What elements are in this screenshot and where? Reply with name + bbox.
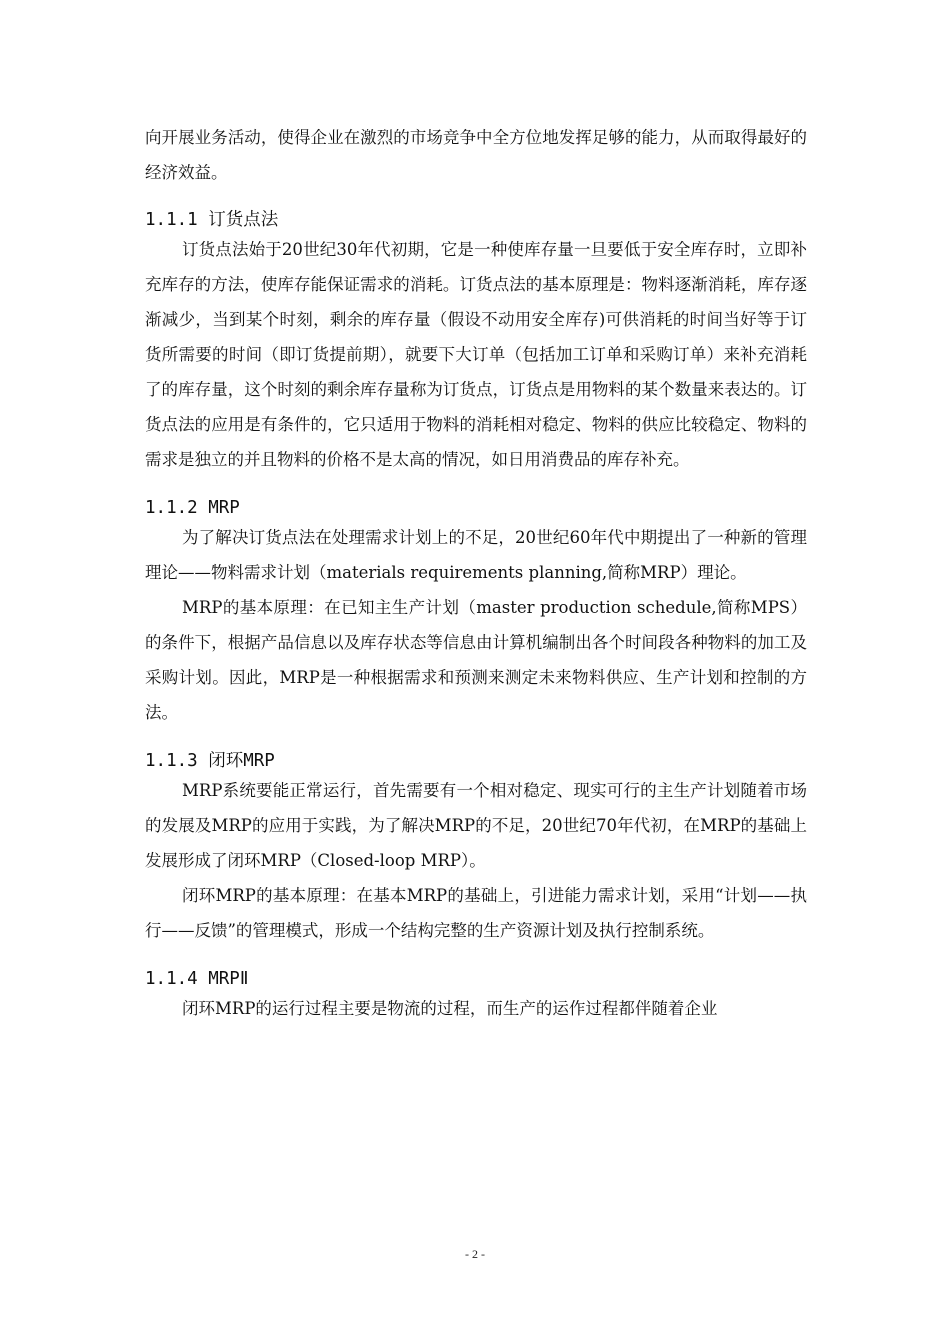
section-heading-order-point: 1.1.1 订货点法 — [145, 210, 279, 230]
document-body — [145, 120, 807, 1026]
section-heading-mrp-ii: 1.1.4 MRPⅡ — [145, 969, 249, 989]
intro-paragraph: 向开展业务活动，使得企业在激烈的市场竞争中全方位地发挥足够的能力，从而取得最好的经济效益。 — [145, 128, 807, 182]
paragraph-mrp-principle: MRP的基本原理：在已知主生产计划（master production schedule,简称MPS）的条件下，根据产品信息以及库存状态等信息由计算机编制出各个时间段各种物料的加工及采购计划。因此，MRP是一种根据需求和预测来测定未来物料供应、生产计划和控制的方法。 — [145, 598, 807, 722]
paragraph-mrp-ii: 闭环MRP的运行过程主要是物流的过程，而生产的运作过程都伴随着企业 — [182, 999, 718, 1018]
paragraph-order-point: 订货点法始于20世纪30年代初期，它是一种使库存量一旦要低于安全库存时，立即补充库存的方法，使库存能保证需求的消耗。订货点法的基本原理是：物料逐渐消耗，库存逐渐减少，当到某个时刻，剩余的库存量（假设不动用安全库存)可供消耗的时间当好等于订货所需要的时间（即订货提前期），就要下大订单（包括加工订单和采购订单）来补充消耗了的库存量，这个时刻的剩余库存量称为订货点，订货点是用物料的某个数量来表达的。订货点法的应用是有条件的，它只适用于物料的消耗相对稳定、物料的供应比较稳定、物料的需求是独立的并且物料的价格不是太高的情况，如日用消费品的库存补充。 — [145, 240, 807, 469]
paragraph-closed-loop-intro: MRP系统要能正常运行，首先需要有一个相对稳定、现实可行的主生产计划随着市场的发展及MRP的应用于实践，为了解决MRP的不足，20世纪70年代初，在MRP的基础上发展形成了闭环MRP（Closed-loop MRP）。 — [145, 781, 807, 870]
page-number: - 2 - — [465, 1247, 485, 1261]
paragraph-closed-loop-principle: 闭环MRP的基本原理：在基本MRP的基础上，引进能力需求计划，采用“计划——执行——反馈”的管理模式，形成一个结构完整的生产资源计划及执行控制系统。 — [145, 886, 807, 940]
paragraph-mrp-intro: 为了解决订货点法在处理需求计划上的不足，20世纪60年代中期提出了一种新的管理理论——物料需求计划（materials requirements planning,简称MRP）理论。 — [145, 528, 807, 582]
section-heading-closed-loop-mrp: 1.1.3 闭环MRP — [145, 751, 275, 771]
section-heading-mrp: 1.1.2 MRP — [145, 498, 240, 518]
